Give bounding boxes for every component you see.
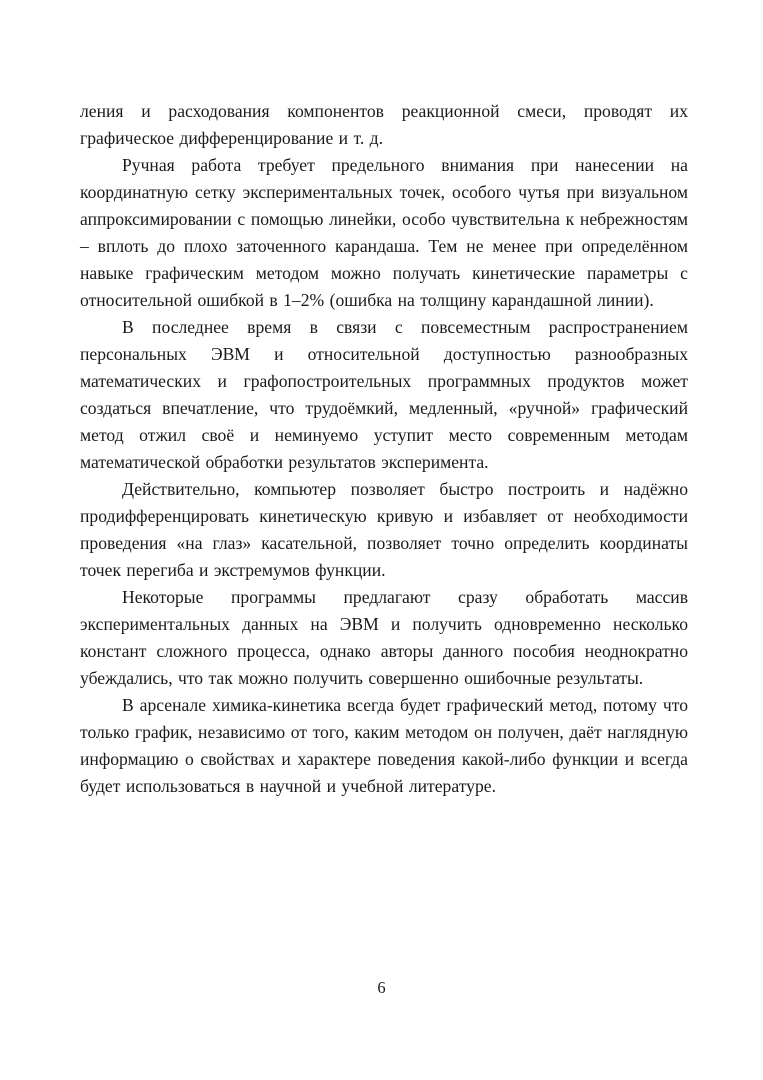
paragraph: В арсенале химика-кинетика всегда будет графический метод, потому что только график, независимо от того, каким методом он получен, даёт наглядную информацию о свойствах и характере поведения какой-либо функции и всегда будет использоваться в научной и учебной литературе. (80, 695, 688, 796)
page-text-block (80, 98, 688, 800)
page-number: 6 (377, 978, 386, 997)
paragraph-continuation: ления и расходования компонентов реакционной смеси, проводят их графическое дифференцирование и т. д. (80, 101, 688, 148)
paragraph: Некоторые программы предлагают сразу обработать массив экспериментальных данных на ЭВМ и получить одновременно несколько констант сложного процесса, однако авторы данного пособия неоднократно убеждались, что так можно получить совершенно ошибочные результаты. (80, 587, 688, 688)
paragraph: Ручная работа требует предельного внимания при нанесении на координатную сетку экспериментальных точек, особого чутья при визуальном аппроксимировании с помощью линейки, особо чувствительна к небрежностям – вплоть до плохо заточенного карандаша. Тем не менее при определённом навыке графическим методом можно получать кинетические параметры с относительной ошибкой в 1–2% (ошибка на толщину карандашной линии). (80, 155, 688, 310)
paragraph: Действительно, компьютер позволяет быстро построить и надёжно продифференцировать кинетическую кривую и избавляет от необходимости проведения «на глаз» касательной, позволяет точно определить координаты точек перегиба и экстремумов функции. (80, 479, 688, 580)
paragraph: В последнее время в связи с повсеместным распространением персональных ЭВМ и относительной доступностью разнообразных математических и графопостроительных программных продуктов может создаться впечатление, что трудоёмкий, медленный, «ручной» графический метод отжил своё и неминуемо уступит место современным методам математической обработки результатов эксперимента. (80, 317, 688, 472)
